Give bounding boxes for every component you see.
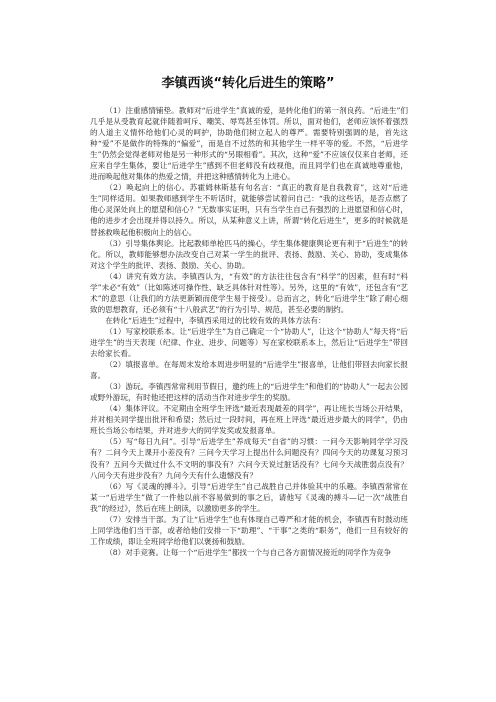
paragraph: （4）讲究有效方法。李镇西认为，“有效”的方法往往包含有“科学”的因素，但有时“科学”未必“有效”（比如陈述可操作性、缺乏具体针对性等）。另外，这里的“有效”，还包含有“艺术”的意思（让我们的方法更新颖而使学生易于接受）。总而言之，转化“后进学生”除了耐心细致的思想教育，还必须有“十八般武艺”的行为引导、规范，甚至必要的制约。 bbox=[90, 271, 408, 314]
document-body bbox=[90, 105, 408, 558]
document-title: 李镇西谈“转化后进生的策略” bbox=[161, 76, 335, 91]
paragraph: （6）写《灵魂的搏斗》。引导“后进学生”自己战胜自己并体验其中的乐趣。李镇西常常在某一“后进学生”做了一件他以前不容易做到的事之后，请他写《灵魂的搏斗—记一次“战胜自我”的经过》，然后在班上朗读，以激励更多的学生。 bbox=[90, 481, 408, 513]
paragraph: （1）注重感情铺垫。教师对“后进学生”真诚的爱，是转化他们的第一剂良药。“后进生”们几乎是从受教育起就伴随着呵斥、嘲笑、辱骂甚至体罚。所以，面对他们，老师应该怀着强烈的人道主义情怀给他们心灵的呵护，协助他们树立起人的尊严。需要特别强调的是，首先这种“爱”不是做作的特殊的“偏爱”，而是自不过然的和其他学生一样平等的爱。不然，“后进学生”仍然会觉得老师对他是另一种形式的“另眼相看”。其次，这种“爱”不应该仅仅来自老师，还应来自学生集体，要让“后进学生”感到不但老师没有歧视他，而且同学们也在真诚地尊重他，进而唤起他对集体的热爱之情，并把这种感情转化为上进心。 bbox=[90, 106, 408, 182]
paragraph: （7）安排当干部。为了让“后进学生”也有体现自己尊严和才能的机会，李镇西有时鼓动班上同学选他们当干部，或者给他们安排一下“助理”、“干事”之类的“职务”，他们一旦有较好的工作成绩，即让全班同学给他们以褒扬和鼓励。 bbox=[90, 514, 408, 546]
paragraph: （1）写家校联系本。让“后进学生”为自己确定一个“协助人”，让这个“协助人”每天将“后进学生”的当天表现（纪律、作业、进步、问题等）写在家校联系本上，然后让“后进学生”带回去给家长看。 bbox=[90, 326, 408, 359]
paragraph: （2）填报喜单。在每周末发给本周进步明显的“后进学生”报喜单，让他们带回去向家长报喜。 bbox=[90, 360, 408, 381]
paragraph: （5）写“每日九问”。引导“后进学生”养成每天“自省”的习惯：一问今天影响同学学习没有？二问今天上课开小差没有？三问今天学习上提出什么问题没有？四问今天的功课复习预习没有？五问今天做过什么不文明的事没有？六问今天说过脏话没有？七问今天战胜弱点没有？八问今天有进步没有？九问今天有什么遗憾没有？ bbox=[90, 437, 408, 480]
paragraph: （8）对手竞赛。让每一个“后进学生”都找一个与自己各方面情况接近的同学作为竞争 bbox=[105, 547, 392, 557]
paragraph: （4）集体评议。不定期由全班学生评选“最近表现最差的同学”，再让班长当场公开结果，并对相关同学提出批评和希望；然后过一段时间，再在班上评选“最近进步最大的同学”，仍由班长当场公布结果，并对进步大的同学发奖或发报喜单。 bbox=[90, 404, 408, 436]
paragraph: （2）唤起向上的信心。苏霍姆林斯基有句名言：“真正的教育是自我教育”，这对“后进生”同样适用。如果教师感到学生不听话时，就能够尝试着问自己：“我的这些话，是否点燃了他心灵深处向上的愿望和信心？”无数事实证明，只有当学生自己有强烈的上进愿望和信心时，他的进步才会出现并得以持久。所以，从某种意义上讲，所谓“转化后进生”，更多的时候就是替拯救唤起他积极向上的信心。 bbox=[90, 183, 408, 237]
paragraph: （3）引导集体舆论。比起教师单枪匹马的操心，学生集体健康舆论更有利于“后进生”的转化。所以，教师能够想办法改变自己对某一学生的批评、表扬、鼓励、关心、协助，变成集体对这个学生的批评、表扬、鼓励、关心、协助。 bbox=[90, 238, 408, 270]
paragraph: （3）游玩。李镇西常常利用节假日，邀约班上的“后进学生”和他们的“协助人”一起去公园或野外游玩，有时他还把这样的活动当作对进步学生的奖励。 bbox=[90, 382, 408, 403]
paragraph: 在转化“后进生”过程中，李镇西采用过的比较有效的具体方法有： bbox=[105, 315, 326, 325]
